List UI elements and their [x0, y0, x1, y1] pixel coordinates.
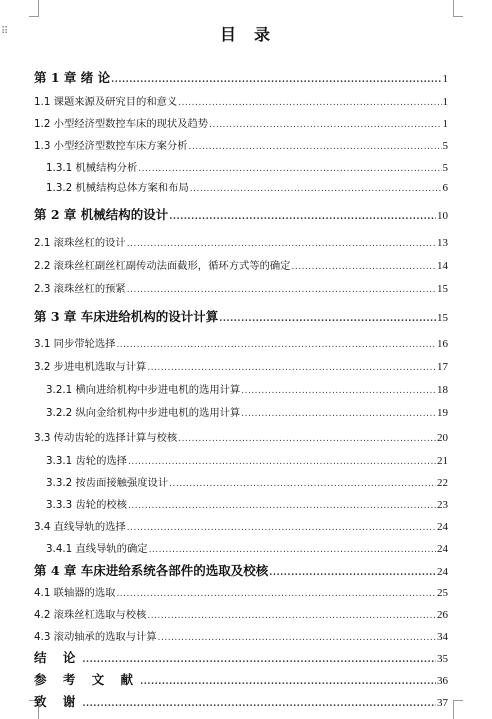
toc-entry-section[interactable]: 3.2 步进电机选取与计算 ..... 17 [34, 358, 448, 373]
toc-entry-references[interactable]: 参 考 文 献 ..... 36 [34, 670, 448, 688]
toc-entry-subsection[interactable]: 3.4.1 直线导轨的确定 ..... 24 [46, 540, 448, 555]
toc-entry-section[interactable]: 1.3 小型经济型数控车床方案分析 ..... 5 [34, 137, 448, 152]
toc-entry-chapter[interactable]: 第 3 章 车床进给机构的设计计算 ..... 15 [34, 307, 448, 325]
toc-entry-section[interactable]: 2.1 滚珠丝杠的设计 ..... 13 [34, 234, 448, 249]
toc-entry-subsection[interactable]: 3.2.1 横向进给机构中步进电机的选用计算 ..... 18 [46, 381, 448, 396]
page-title: 目 录 [219, 25, 273, 44]
toc-entry-chapter[interactable]: 第 2 章 机械结构的设计 ..... 10 [34, 205, 448, 223]
toc-entry-chapter[interactable]: 第 4 章 车床进给系统各部件的选取及校核 ..... 24 [34, 561, 448, 579]
toc-entry-subsection[interactable]: 3.3.3 齿轮的校核 ..... 23 [46, 496, 448, 511]
toc-entry-chapter[interactable]: 第 1 章 绪 论 ..... 1 [34, 68, 448, 86]
toc-entry-section[interactable]: 3.4 直线导轨的选择 ..... 24 [34, 518, 448, 533]
page-corner-mark [453, 700, 463, 719]
toc-entry-subsection[interactable]: 1.3.2 机械结构总体方案和布局 ..... 6 [46, 179, 448, 194]
toc-entry-subsection[interactable]: 3.2.2 纵向金给机构中步进电机的选用计算 ..... 19 [46, 404, 448, 419]
toc-entry-section[interactable]: 2.3 滚珠丝杠的预紧 ..... 15 [34, 280, 448, 295]
toc-entry-subsection[interactable]: 3.3.2 按齿面接触强度设计 ..... 22 [46, 474, 448, 489]
toc-entry-section[interactable]: 1.2 小型经济型数控车床的现状及趋势 ..... 1 [34, 115, 448, 130]
toc-entry-conclusion[interactable]: 结 论 ..... 35 [34, 648, 448, 666]
toc-entry-section[interactable]: 2.2 滚珠丝杠副丝杠副传动法面截形，循环方式等的确定 ..... 14 [34, 257, 448, 272]
toc-entry-section[interactable]: 4.3 滚动轴承的选取与计算 ..... 34 [34, 628, 448, 643]
toc-entry-section[interactable]: 4.2 滚珠丝杠选取与校核 ..... 26 [34, 606, 448, 621]
toc-entry-subsection[interactable]: 3.3.1 齿轮的选择 ..... 21 [46, 452, 448, 467]
toc-entry-section[interactable]: 3.1 同步带轮选择 ..... 16 [34, 335, 448, 350]
toc-entry-acknowledgements[interactable]: 致 谢 ..... 37 [34, 692, 448, 710]
toc-entry-subsection[interactable]: 1.3.1 机械结构分析 ..... 5 [46, 159, 448, 174]
drag-handle-icon[interactable]: ⠿ [1, 26, 8, 37]
toc-entry-section[interactable]: 1.1 课题来源及研究目的和意义 ..... 1 [34, 93, 448, 108]
page-corner-mark [29, 0, 39, 17]
toc-entry-section[interactable]: 4.1 联轴器的选取 ..... 25 [34, 584, 448, 599]
page-corner-mark [453, 0, 463, 17]
toc-entry-section[interactable]: 3.3 传动齿轮的选择计算与校核 ..... 20 [34, 429, 448, 444]
